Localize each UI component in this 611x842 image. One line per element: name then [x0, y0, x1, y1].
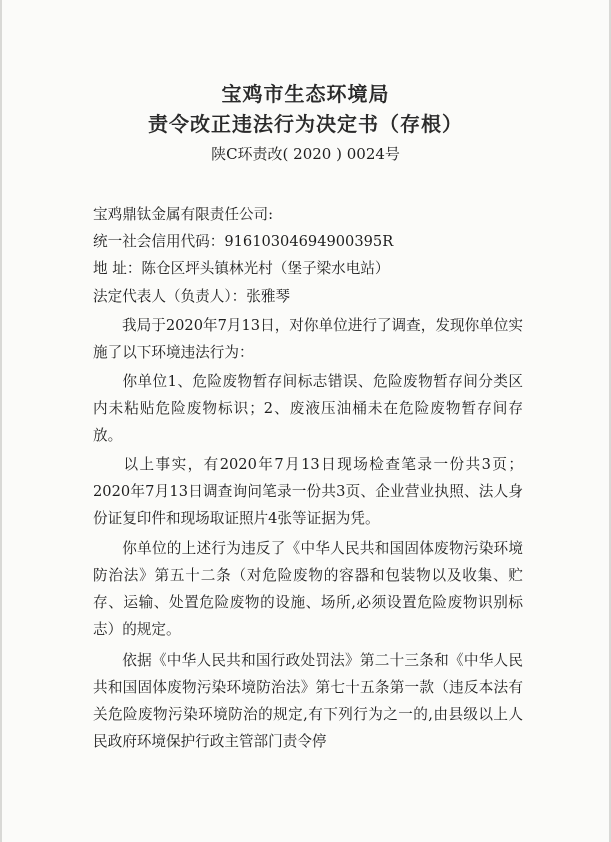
paragraph-legal-violation: 你单位的上述行为违反了《中华人民共和国固体废物污染环境防治法》第五十二条（对危险废物的容器和包装物以及收集、贮存、运输、处置危险废物的设施、场所,必须设置危险废物识别标志）的规定。 [93, 540, 523, 638]
paragraph-investigation: 我局于2020年7月13日，对你单位进行了调查，发现你单位实施了以下环境违法行为： [93, 317, 523, 361]
legal-representative: 法定代表人（负责人）：张雅琴 [93, 288, 291, 305]
issuer-title: 宝鸡市生态环境局 [221, 82, 390, 106]
paragraph-violations: 你单位1、危险废物暂存间标志错误、危险废物暂存间分类区内未粘贴危险废物标识；2、废液压油桶未在危险废物暂存间存放。 [93, 373, 523, 444]
credit-code: 统一社会信用代码：91610304694900395R [93, 233, 394, 250]
document-title: 责令改正违法行为决定书（存根） [148, 112, 463, 136]
document-number: 陕C环责改( 2020 ) 0024号 [211, 145, 400, 163]
paragraph-legal-basis: 依据《中华人民共和国行政处罚法》第二十三条和《中华人民共和国固体废物污染环境防治法》第七十五条第一款（违反本法有关危险废物污染环境防治的规定,有下列行为之一的,由县级以上人民政府环境保护行政主管部门责令停 [93, 652, 523, 750]
address: 地 址：陈仓区坪头镇林光村（堡子梁水电站） [93, 260, 390, 277]
paragraph-evidence: 以上事实，有2020年7月13日现场检查笔录一份共3页；2020年7月13日调查询问笔录一份共3页、企业营业执照、法人身份证复印件和现场取证照片4张等证据为凭。 [93, 456, 523, 527]
recipient-name: 宝鸡鼎钛金属有限责任公司: [93, 206, 274, 223]
